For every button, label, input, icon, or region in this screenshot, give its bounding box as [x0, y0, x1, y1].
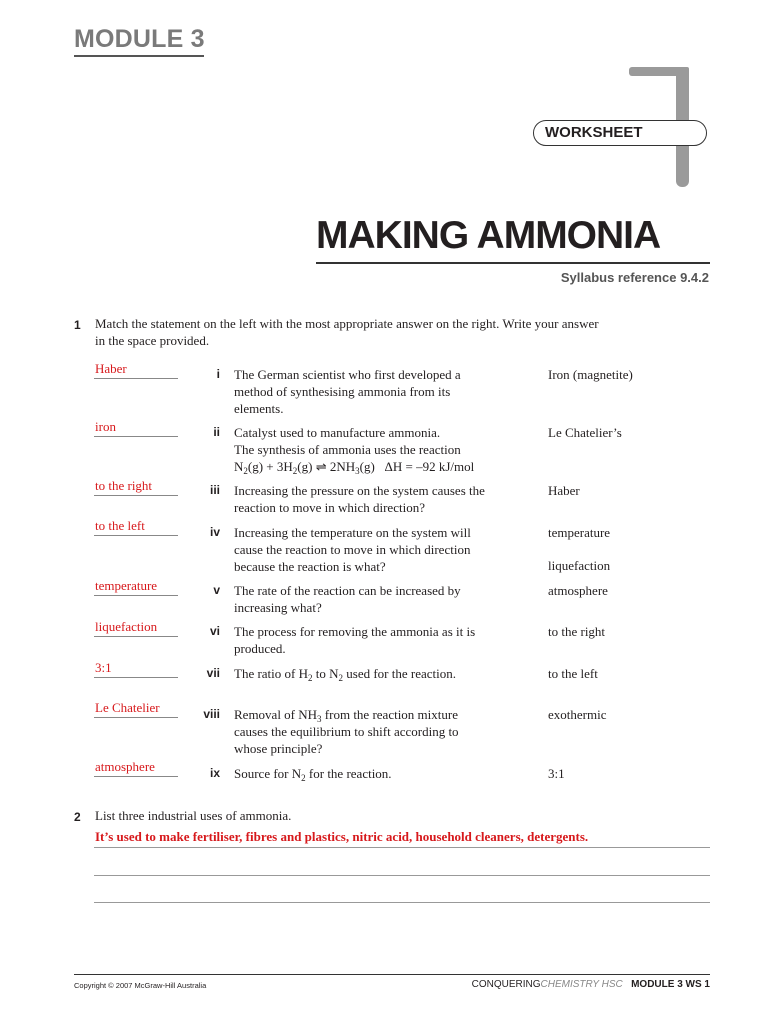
roman-i: i [216, 367, 220, 381]
answer-ii: iron [95, 419, 116, 434]
question-2-prompt: List three industrial uses of ammonia. [95, 808, 292, 823]
module-underline [74, 55, 204, 57]
roman-vii: vii [206, 666, 220, 680]
statement-ii: Catalyst used to manufacture ammonia. The synthesis of ammonia uses the reaction $N_2(g) + 3H_2(g)$ ⇌ $2NH_3(g)$ ΔH = –92 kJ/mol [234, 424, 534, 475]
answer-line[interactable] [94, 776, 178, 777]
question-2-number: 2 [74, 810, 81, 824]
worksheet-reference: MODULE 3 WS 1 [631, 979, 710, 990]
answer-line[interactable] [94, 677, 178, 678]
footer-rule [74, 974, 710, 975]
series-name-a: CONQUERING [471, 979, 541, 990]
statement-vii: The ratio of $H_2$ to $N_2$ used for the reaction. [234, 666, 456, 683]
answer-line[interactable] [94, 436, 178, 437]
option-6: atmosphere [548, 583, 608, 598]
option-9: exothermic [548, 707, 607, 722]
writing-line[interactable] [94, 875, 710, 876]
roman-ii: ii [213, 425, 220, 439]
roman-iii: iii [209, 483, 220, 497]
option-3: Haber [548, 483, 580, 498]
answer-line[interactable] [94, 717, 178, 718]
reaction-equation: $N_2(g) + 3H_2(g)$ ⇌ $2NH_3(g)$ ΔH = –92 kJ/mol [234, 459, 475, 476]
statement-viii: Removal of $NH_3$ from the reaction mixture causes the equilibrium to shift according to whose principle? [234, 707, 459, 756]
roman-iv: iv [209, 525, 220, 539]
option-8: to the left [548, 666, 598, 681]
worksheet-label: WORKSHEET [545, 124, 643, 141]
answer-iv: to the left [95, 518, 145, 533]
option-10: 3:1 [548, 766, 565, 781]
copyright-notice: Copyright © 2007 McGraw-Hill Australia [74, 981, 207, 990]
module-heading: MODULE 3 [74, 25, 205, 53]
answer-line[interactable] [94, 636, 178, 637]
roman-viii: viii [203, 707, 220, 721]
answer-line[interactable] [94, 595, 178, 596]
question-1-prompt-line1: Match the statement on the left with the most appropriate answer on the right. Write your answer [95, 316, 599, 331]
footer-series [410, 978, 710, 991]
series-name-b: CHEMISTRY HSC [540, 979, 623, 990]
question-2-answer: It’s used to make fertiliser, fibres and plastics, nitric acid, household cleaners, detergents. [95, 829, 589, 844]
question-1-prompt-line2: in the space provided. [95, 333, 210, 348]
answer-viii: Le Chatelier [95, 700, 160, 715]
statement-v: The rate of the reaction can be increased by increasing what? [234, 583, 461, 615]
roman-vi: vi [209, 624, 220, 638]
syllabus-reference: Syllabus reference 9.4.2 [560, 270, 709, 285]
roman-v: v [213, 583, 220, 597]
option-4: temperature [548, 525, 611, 540]
statement-vi: The process for removing the ammonia as it is produced. [234, 624, 476, 656]
writing-line[interactable] [94, 902, 710, 903]
writing-line[interactable] [94, 847, 710, 848]
answer-line[interactable] [94, 495, 178, 496]
answer-line[interactable] [94, 378, 178, 379]
question-1-number: 1 [74, 318, 81, 332]
answer-ix: atmosphere [95, 759, 155, 774]
answer-v: temperature [95, 578, 158, 593]
statement-iii: Increasing the pressure on the system causes the reaction to move in which direction? [234, 483, 485, 515]
page-title: MAKING AMMONIA [316, 214, 661, 257]
answer-vii: 3:1 [95, 660, 112, 675]
option-5: liquefaction [548, 558, 611, 573]
option-2: Le Chatelier’s [548, 425, 622, 440]
roman-ix: ix [209, 766, 220, 780]
enthalpy-change: ΔH = –92 kJ/mol [384, 459, 475, 474]
answer-vi: liquefaction [95, 619, 158, 634]
statement-iv: Increasing the temperature on the system will cause the reaction to move in which direction because the reaction is what? [234, 525, 471, 574]
answer-iii: to the right [95, 478, 153, 493]
statement-ix: Source for $N_2$ for the reaction. [234, 766, 392, 783]
option-7: to the right [548, 624, 606, 639]
answer-line[interactable] [94, 535, 178, 536]
statement-i: The German scientist who first developed a method of synthesising ammonia from its elements. [234, 367, 461, 416]
title-underline [316, 262, 710, 264]
answer-i: Haber [95, 361, 127, 376]
option-1: Iron (magnetite) [548, 367, 633, 382]
